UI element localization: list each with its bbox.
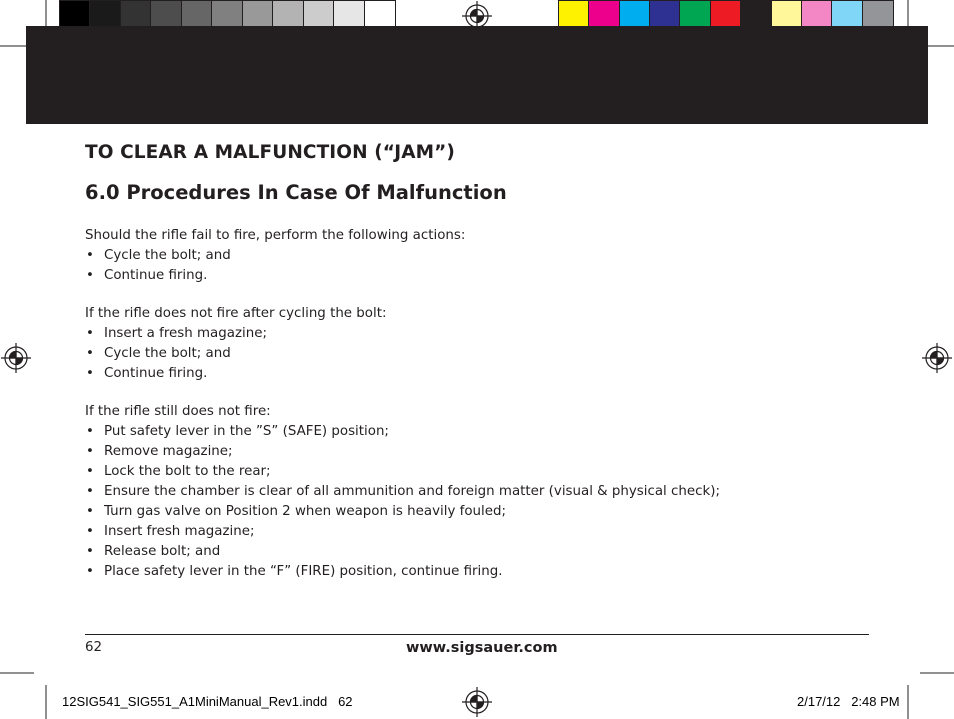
- page-number: 62: [85, 640, 103, 655]
- list-item: • Turn gas valve on Position 2 when weapon is heavily fouled;: [85, 502, 720, 522]
- list-item: • Insert fresh magazine;: [85, 522, 720, 542]
- list-item: • Place safety lever in the “F” (FIRE) position, continue firing.: [85, 562, 720, 582]
- website-link[interactable]: www.sigsauer.com: [406, 640, 558, 656]
- slug-file-name: 12SIG541_SIG551_A1MiniManual_Rev1.indd 62: [62, 694, 353, 709]
- list-item: • Lock the bolt to the rear;: [85, 462, 720, 482]
- section-heading: 6.0 Procedures In Case Of Malfunction: [85, 181, 507, 204]
- bullet-list: [85, 324, 267, 384]
- list-item: • Cycle the bolt; and: [85, 344, 267, 364]
- bullet-list: [85, 422, 720, 582]
- slug-date-time: 2/17/12 2:48 PM: [797, 694, 900, 709]
- footer-divider: [85, 634, 869, 635]
- page-title: TO CLEAR A MALFUNCTION (“JAM”): [85, 142, 455, 163]
- list-item: • Insert a fresh magazine;: [85, 324, 267, 344]
- list-item: • Continue firing.: [85, 266, 231, 286]
- list-item: • Release bolt; and: [85, 542, 720, 562]
- list-item: • Ensure the chamber is clear of all ammunition and foreign matter (visual & physical check);: [85, 482, 720, 502]
- registration-mark-icon: [1, 343, 31, 373]
- list-item: • Cycle the bolt; and: [85, 246, 231, 266]
- list-item: • Continue firing.: [85, 364, 267, 384]
- registration-mark-icon: [922, 343, 952, 373]
- group-intro: If the rifle still does not fire:: [85, 404, 271, 419]
- group-intro: If the rifle does not fire after cycling the bolt:: [85, 306, 387, 321]
- bullet-list: [85, 246, 231, 286]
- list-item: • Put safety lever in the ”S” (SAFE) position;: [85, 422, 720, 442]
- registration-mark-icon: [462, 687, 492, 717]
- list-item: • Remove magazine;: [85, 442, 720, 462]
- group-intro: Should the rifle fail to fire, perform the following actions:: [85, 228, 466, 243]
- header-band: [26, 26, 928, 124]
